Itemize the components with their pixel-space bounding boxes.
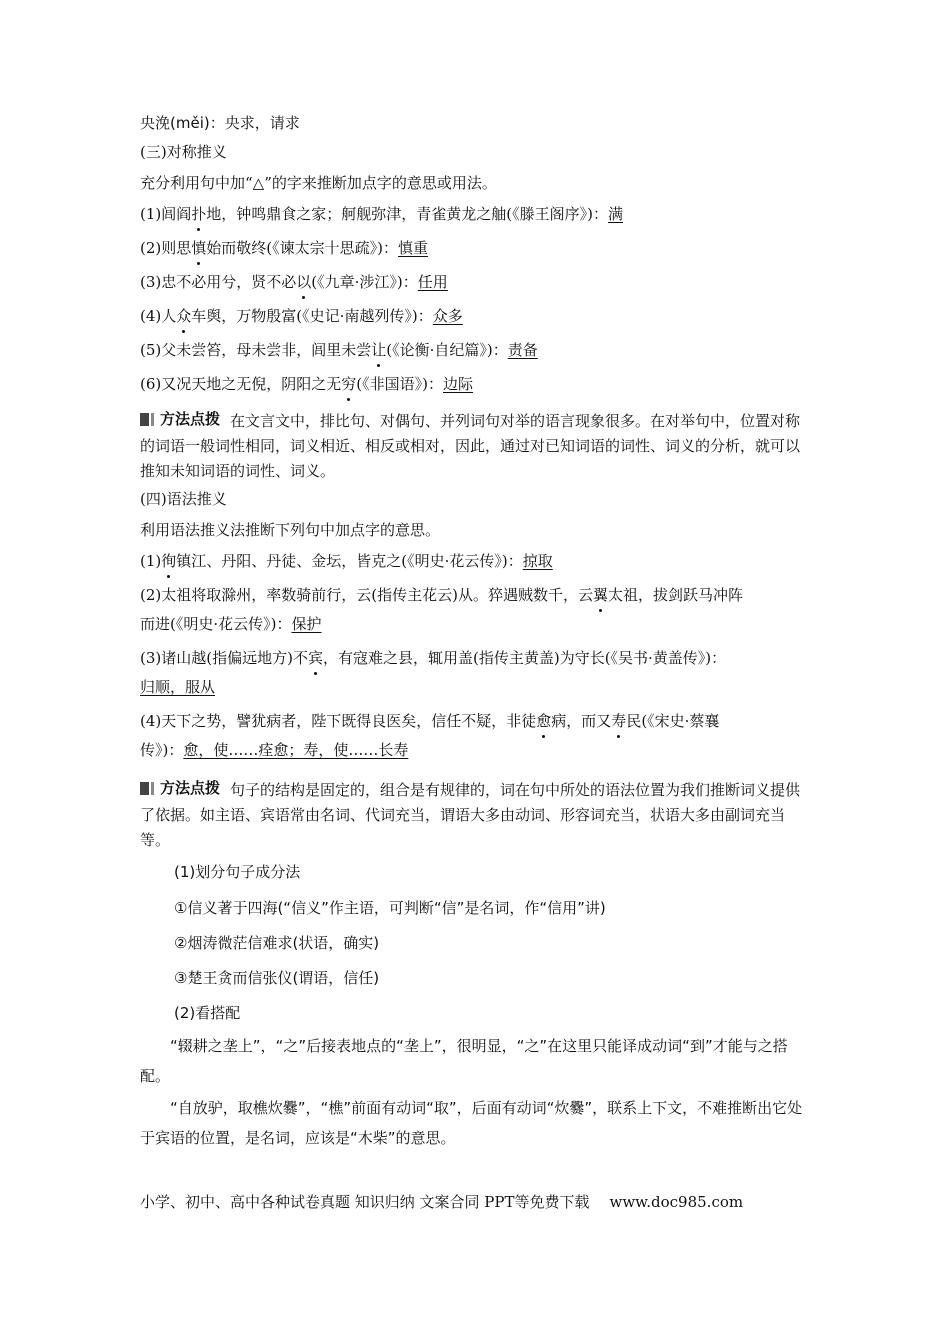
answer: 掠取 bbox=[522, 552, 553, 570]
method1-item-3: ③楚王贪而信张仪(谓语，信任) bbox=[174, 969, 380, 987]
answer: 愈，使……痊愈；寿，使……长寿 bbox=[183, 741, 409, 759]
answer: 边际 bbox=[443, 375, 474, 393]
method2-heading: (2)看搭配 bbox=[174, 1004, 241, 1022]
sec4-item-3: (3)诸山越(指偏远地方)不宾，有寇难之县，辄用盖(指传主黄盖)为守长(《吴书·黄盖传》)： bbox=[140, 647, 812, 670]
sec4-item-1: (1)徇镇江、丹阳、丹徒、金坛，皆克之(《明史·花云传》)：掠取 bbox=[140, 550, 812, 573]
tip-text: 句子的结构是固定的，组合是有规律的，词在句中所处的语法位置为我们推断词义提供了依据。如主语、宾语常由名词、代词充当，谓语大多由动词、形容词充当，状语大多由副词充当等。 bbox=[140, 781, 801, 849]
sec3-intro: 充分利用句中加“△”的字来推断加点字的意思或用法。 bbox=[140, 174, 497, 192]
page-footer bbox=[140, 1192, 812, 1212]
method1-item-1: ①信义著于四海(“信义”作主语，可判断“信”是名词，作“信用”讲) bbox=[174, 899, 606, 917]
tip-text: 在文言文中，排比句、对偶句、并列词句对举的语言现象很多。在对举句中，位置对称的词语一般词性相同，词义相近、相反或相对，因此，通过对已知词语的词性、词义的分析，就可以推知未知词语的词性、词义。 bbox=[140, 412, 801, 480]
answer: 责备 bbox=[507, 341, 538, 359]
method1-item-2: ②烟涛微茫信难求(状语，确实) bbox=[174, 934, 380, 952]
sec4-item-2: (2)太祖将取滁州，率数骑前行，云(指传主花云)从。猝遇贼数千，云翼太祖，拔剑跃马冲阵 bbox=[140, 584, 812, 607]
sec4-item-4: (4)天下之势，譬犹病者，陛下既得良医矣，信任不疑，非徒愈病，而又寿民(《宋史·蔡襄 bbox=[140, 710, 812, 733]
tip-badge: 方法点拨 bbox=[140, 776, 220, 801]
method-tip-2 bbox=[140, 776, 812, 853]
tip-bar-icon bbox=[140, 413, 149, 426]
answer: 众多 bbox=[432, 307, 463, 325]
sec3-item-5: (5)父未尝笞，母未尝非，闾里未尝让(《论衡·自纪篇》)：责备 bbox=[140, 339, 812, 362]
footer-url[interactable]: www.doc985.com bbox=[609, 1193, 744, 1211]
method1-heading: (1)划分句子成分法 bbox=[174, 863, 301, 881]
sec4-intro: 利用语法推义法推断下列句中加点字的意思。 bbox=[140, 521, 441, 539]
tip-bar-icon bbox=[140, 782, 149, 795]
method2-paragraph-1: “辍耕之垄上”，“之”后接表地点的“垄上”，很明显，“之”在这里只能译成动词“到”才能与之搭配。 bbox=[140, 1037, 788, 1085]
sec3-item-2: (2)则思慎始而敬终(《谏太宗十思疏》)：慎重 bbox=[140, 237, 812, 260]
answer: 保护 bbox=[291, 615, 322, 633]
sec4-item-2-cont: 而进(《明史·花云传》)：保护 bbox=[140, 615, 322, 633]
answer: 慎重 bbox=[398, 239, 429, 257]
top-line: 央浼(měi)：央求，请求 bbox=[140, 114, 300, 132]
sec3-heading: (三)对称推义 bbox=[140, 143, 227, 161]
method2-paragraph-2: “自放驴，取樵炊爨”，“樵”前面有动词“取”，后面有动词“炊爨”，联系上下文，不难推断出它处于宾语的位置，是名词，应该是“木柴”的意思。 bbox=[140, 1099, 803, 1147]
tip-badge: 方法点拨 bbox=[140, 407, 220, 432]
sec3-item-6: (6)又况天地之无倪，阴阳之无穷(《非国语》)：边际 bbox=[140, 373, 812, 396]
sec3-item-1: (1)闾阎扑地，钟鸣鼎食之家；舸舰弥津，青雀黄龙之舳(《滕王阁序》)：满 bbox=[140, 203, 812, 226]
answer: 任用 bbox=[417, 273, 448, 291]
answer: 归顺，服从 bbox=[140, 678, 216, 696]
page-content bbox=[140, 112, 812, 1155]
answer: 满 bbox=[608, 205, 624, 223]
sec3-item-3: (3)忠不必用兮，贤不必以(《九章·涉江》)：任用 bbox=[140, 271, 812, 294]
sec4-heading: (四)语法推义 bbox=[140, 490, 227, 508]
method-tip-1 bbox=[140, 407, 812, 484]
footer-text: 小学、初中、高中各种试卷真题 知识归纳 文案合同 PPT等免费下载 bbox=[140, 1193, 590, 1211]
sec4-item-4-cont: 传》)：愈，使……痊愈；寿，使……长寿 bbox=[140, 741, 409, 759]
sec3-item-4: (4)人众车舆，万物殷富(《史记·南越列传》)：众多 bbox=[140, 305, 812, 328]
sec4-item-3-cont bbox=[140, 676, 812, 699]
